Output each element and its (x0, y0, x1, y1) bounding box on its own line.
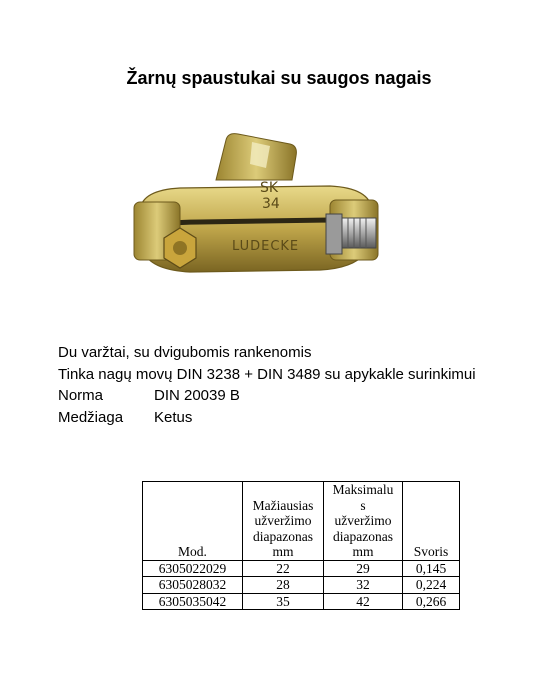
cell-max: 29 (324, 560, 403, 577)
header-max-line: mm (352, 544, 374, 559)
cell-min: 28 (243, 577, 324, 594)
header-max-line: Maksimalu (332, 482, 394, 497)
cell-min: 35 (243, 593, 324, 610)
header-weight: Svoris (403, 482, 460, 561)
table-header-row (143, 482, 460, 561)
header-min-line: Mažiausias (252, 497, 314, 513)
brand-text: LUDECKE (232, 239, 300, 254)
spec-table (142, 481, 460, 610)
cell-min: 22 (243, 560, 324, 577)
hose-clamp-image (120, 118, 402, 304)
page-title: Žarnų spaustukai su saugos nagais (126, 68, 432, 88)
material-value: Ketus (154, 408, 193, 426)
material-label: Medžiaga (58, 408, 124, 426)
cell-weight: 0,266 (403, 593, 460, 610)
header-min-line: diapazonas (253, 528, 313, 544)
product-photo (120, 118, 402, 304)
cell-mod: 6305022029 (143, 560, 243, 577)
header-min-line: mm (272, 544, 294, 559)
cell-max: 42 (324, 593, 403, 610)
norma-value: DIN 20039 B (154, 387, 240, 404)
table-row (143, 560, 460, 577)
header-mod: Mod. (143, 482, 243, 561)
header-max-line: diapazonas (333, 528, 393, 544)
table-row (143, 577, 460, 594)
norma-label: Norma (58, 387, 104, 404)
stamp-text-bottom: 34 (262, 196, 280, 212)
header-max-range (324, 482, 403, 561)
norma-row (58, 385, 476, 407)
cell-mod: 6305028032 (143, 577, 243, 594)
cell-max: 32 (324, 577, 403, 594)
product-description (58, 342, 476, 428)
header-min-range (243, 482, 324, 561)
description-line-2: Tinka nagų movų DIN 3238 + DIN 3489 su apykakle surinkimui (58, 365, 476, 383)
header-max-line: s (360, 497, 366, 513)
header-max-line: užveržimo (334, 513, 392, 528)
cell-weight: 0,224 (403, 577, 460, 594)
material-row (58, 407, 476, 429)
header-min-line: užveržimo (254, 513, 312, 528)
cell-weight: 0,145 (403, 560, 460, 577)
table-row (143, 593, 460, 610)
stamp-text-top: SK (260, 180, 279, 196)
description-line-1: Du varžtai, su dvigubomis rankenomis (58, 344, 312, 361)
cell-mod: 6305035042 (143, 593, 243, 610)
